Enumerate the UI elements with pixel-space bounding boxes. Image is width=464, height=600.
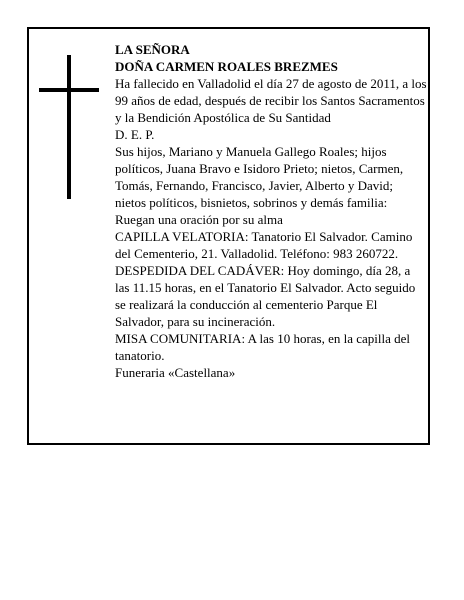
mass-info: MISA COMUNITARIA: A las 10 horas, en la capilla del tanatorio. [115, 331, 411, 363]
notice-body [115, 41, 427, 381]
death-announcement: Ha fallecido en Valladolid el día 27 de agosto de 2011, a los 99 años de edad, después de recibir los Santos Sacramentos y la Bendición Apostólica de Su Santidad [115, 76, 427, 125]
obituary-notice [27, 27, 430, 445]
funeral-home: Funeraria «Castellana» [115, 365, 236, 380]
family-list: Sus hijos, Mariano y Manuela Gallego Roales; hijos políticos, Juana Bravo e Isidoro Prieto; nietos, Carmen, Tomás, Fernando, Francisco, Javier, Alberto y David; nietos políticos, bisnietos, sobrinos y demás familia: [115, 144, 404, 210]
rip-line: D. E. P. [115, 127, 155, 142]
farewell-info: DESPEDIDA DEL CADÁVER: Hoy domingo, día 28, a las 11.15 horas, en el Tanatorio El Salvador. Acto seguido se realizará la conducción al cementerio Parque El Salvador, para su incineración. [115, 263, 416, 329]
prayer-request: Ruegan una oración por su alma [115, 212, 283, 227]
cross-horizontal-bar [39, 88, 99, 92]
cross-icon [39, 55, 99, 199]
cross-vertical-bar [67, 55, 71, 199]
deceased-name: DOÑA CARMEN ROALES BREZMES [115, 59, 338, 74]
notice-heading: LA SEÑORA [115, 42, 190, 57]
wake-chapel-info: CAPILLA VELATORIA: Tanatorio El Salvador. Camino del Cementerio, 21. Valladolid. Teléfono: 983 260722. [115, 229, 413, 261]
